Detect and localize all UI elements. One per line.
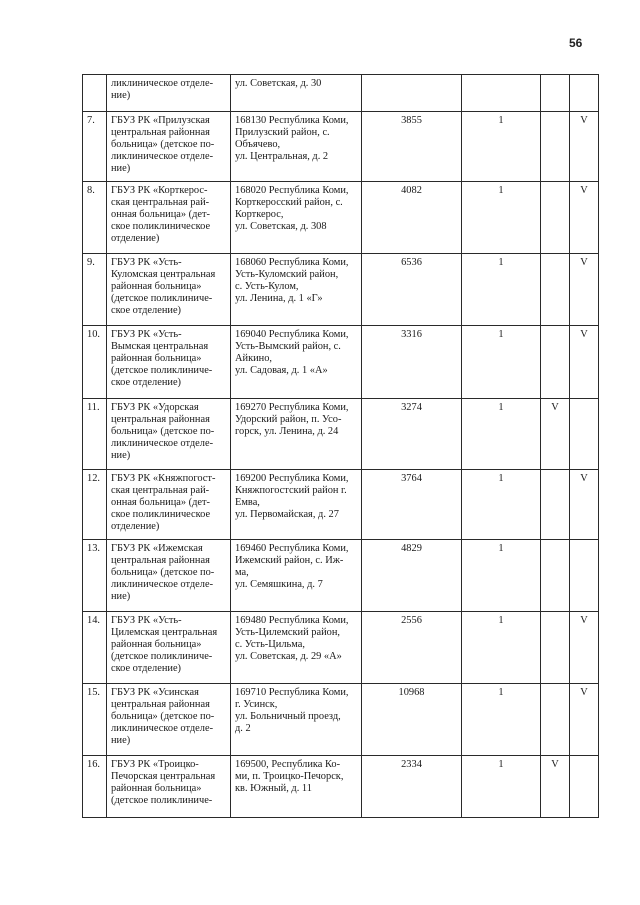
mark-cell-b [570, 756, 599, 818]
address-cell-line: 169500, Республика Ко- [235, 759, 341, 770]
address-cell-line: кв. Южный, д. 11 [235, 783, 312, 794]
row-number-cell: 11. [83, 399, 107, 470]
row-number-cell: 8. [83, 182, 107, 254]
address-cell-line: с. Усть-Кулом, [235, 281, 299, 292]
institution-name-cell-line: больница» (детское по- [111, 426, 215, 437]
quantity-cell [462, 75, 541, 112]
institution-name-cell-line: районная больница» [111, 783, 202, 794]
institution-name-cell-line: ликлиническое отделе- [111, 78, 214, 89]
table-row [83, 756, 599, 818]
mark-cell-a [541, 326, 570, 399]
institution-name-cell-line: ГБУЗ РК «Корткерос- [111, 185, 208, 196]
quantity-cell: 1 [462, 540, 541, 612]
institution-name-cell-line: ГБУЗ РК «Ижемская [111, 543, 203, 554]
institution-name-cell-line: (детское поликлиниче- [111, 795, 213, 806]
institution-name-cell-line: центральная районная [111, 414, 210, 425]
institution-name-cell-line: ГБУЗ РК «Троицко- [111, 759, 199, 770]
address-cell-line: г. Усинск, [235, 699, 278, 710]
institution-name-cell-line: ние) [111, 450, 131, 461]
area-cell: 2556 [362, 612, 462, 684]
address-cell-line: ми, п. Троицко-Печорск, [235, 771, 344, 782]
address-cell-line: ул. Больничный проезд, [235, 711, 341, 722]
institution-name-cell-line: ская центральная рай- [111, 197, 210, 208]
institution-name-cell-line: ГБУЗ РК «Усть- [111, 329, 182, 340]
address-cell [231, 399, 362, 470]
address-cell-line: 169480 Республика Коми, [235, 615, 349, 626]
institution-name-cell [107, 254, 231, 326]
institution-name-cell-line: отделение) [111, 521, 160, 532]
institution-name-cell-line: онная больница» (дет- [111, 209, 211, 220]
institution-name-cell [107, 399, 231, 470]
area-cell: 6536 [362, 254, 462, 326]
institution-name-cell [107, 540, 231, 612]
table-row [83, 470, 599, 540]
institution-name-cell-line: онная больница» (дет- [111, 497, 211, 508]
address-cell-line: горск, ул. Ленина, д. 24 [235, 426, 339, 437]
table-row [83, 612, 599, 684]
mark-cell-b: V [570, 112, 599, 182]
institution-name-cell-line: ское отделение) [111, 377, 182, 388]
institution-name-cell-line: ликлиническое отделе- [111, 579, 214, 590]
address-cell [231, 112, 362, 182]
mark-cell-b: V [570, 326, 599, 399]
institution-name-cell-line: больница» (детское по- [111, 711, 215, 722]
address-cell-line: Усть-Вымский район, с. [235, 341, 341, 352]
quantity-cell: 1 [462, 182, 541, 254]
row-number-cell: 16. [83, 756, 107, 818]
address-cell-line: Ижемский район, с. Иж- [235, 555, 344, 566]
institution-name-cell-line: Печорская центральная [111, 771, 216, 782]
address-cell-line: Прилузский район, с. [235, 127, 330, 138]
mark-cell-b [570, 75, 599, 112]
address-cell [231, 182, 362, 254]
row-number-cell: 12. [83, 470, 107, 540]
institution-name-cell-line: ние) [111, 735, 131, 746]
mark-cell-a [541, 684, 570, 756]
mark-cell-b: V [570, 470, 599, 540]
institution-name-cell-line: ликлиническое отделе- [111, 151, 214, 162]
table-row [83, 254, 599, 326]
institution-name-cell-line: центральная районная [111, 555, 210, 566]
table-row [83, 326, 599, 399]
address-cell-line: 168130 Республика Коми, [235, 115, 349, 126]
mark-cell-b: V [570, 612, 599, 684]
row-number-cell: 7. [83, 112, 107, 182]
institutions-table [82, 74, 599, 818]
address-cell [231, 75, 362, 112]
quantity-cell: 1 [462, 326, 541, 399]
row-number-cell: 13. [83, 540, 107, 612]
institution-name-cell-line: ское отделение) [111, 305, 182, 316]
address-cell-line: ул. Советская, д. 29 «А» [235, 651, 342, 662]
institution-name-cell-line: ние) [111, 591, 131, 602]
mark-cell-a [541, 470, 570, 540]
address-cell-line: 169040 Республика Коми, [235, 329, 349, 340]
area-cell [362, 75, 462, 112]
address-cell-line: ул. Первомайская, д. 27 [235, 509, 339, 520]
table-row [83, 75, 599, 112]
quantity-cell: 1 [462, 684, 541, 756]
institution-name-cell-line: ГБУЗ РК «Княжпогост- [111, 473, 216, 484]
quantity-cell: 1 [462, 756, 541, 818]
institution-name-cell-line: ское поликлиническое [111, 509, 211, 520]
quantity-cell: 1 [462, 470, 541, 540]
address-cell-line: 169270 Республика Коми, [235, 402, 349, 413]
institution-name-cell-line: ское отделение) [111, 663, 182, 674]
institution-name-cell-line: (детское поликлиниче- [111, 293, 213, 304]
institution-name-cell [107, 326, 231, 399]
institution-name-cell [107, 112, 231, 182]
institution-name-cell-line: ние) [111, 163, 131, 174]
row-number-cell [83, 75, 107, 112]
address-cell-line: д. 2 [235, 723, 251, 734]
table-row [83, 540, 599, 612]
mark-cell-a [541, 112, 570, 182]
area-cell: 10968 [362, 684, 462, 756]
institution-name-cell-line: ликлиническое отделе- [111, 438, 214, 449]
institution-name-cell-line: центральная районная [111, 127, 210, 138]
mark-cell-b: V [570, 254, 599, 326]
mark-cell-b: V [570, 684, 599, 756]
address-cell-line: Усть-Куломский район, [235, 269, 339, 280]
address-cell-line: Айкино, [235, 353, 273, 364]
institution-name-cell [107, 612, 231, 684]
row-number-cell: 14. [83, 612, 107, 684]
quantity-cell: 1 [462, 399, 541, 470]
address-cell [231, 612, 362, 684]
table-row [83, 182, 599, 254]
row-number-cell: 15. [83, 684, 107, 756]
area-cell: 3316 [362, 326, 462, 399]
institution-name-cell-line: ГБУЗ РК «Усинская [111, 687, 199, 698]
address-cell-line: Усть-Цилемский район, [235, 627, 340, 638]
institution-name-cell-line: ГБУЗ РК «Усть- [111, 257, 182, 268]
institution-name-cell-line: ГБУЗ РК «Удорская [111, 402, 199, 413]
address-cell-line: Удорский район, п. Усо- [235, 414, 342, 425]
institution-name-cell-line: районная больница» [111, 281, 202, 292]
institution-name-cell [107, 182, 231, 254]
mark-cell-b: V [570, 182, 599, 254]
address-cell-line: ул. Ленина, д. 1 «Г» [235, 293, 323, 304]
table-row [83, 399, 599, 470]
institution-name-cell-line: больница» (детское по- [111, 567, 215, 578]
mark-cell-a [541, 182, 570, 254]
address-cell-line: Емва, [235, 497, 260, 508]
institution-name-cell-line: районная больница» [111, 639, 202, 650]
address-cell-line: Объячево, [235, 139, 281, 150]
mark-cell-a [541, 612, 570, 684]
address-cell-line: 168060 Республика Коми, [235, 257, 349, 268]
institution-name-cell-line: Цилемская центральная [111, 627, 218, 638]
address-cell-line: 169710 Республика Коми, [235, 687, 349, 698]
area-cell: 2334 [362, 756, 462, 818]
institution-name-cell [107, 75, 231, 112]
row-number-cell: 10. [83, 326, 107, 399]
area-cell: 4082 [362, 182, 462, 254]
mark-cell-b [570, 540, 599, 612]
institution-name-cell-line: ская центральная рай- [111, 485, 210, 496]
quantity-cell: 1 [462, 254, 541, 326]
institution-name-cell [107, 684, 231, 756]
table-body [83, 75, 599, 818]
institution-name-cell-line: центральная районная [111, 699, 210, 710]
institution-name-cell-line: ние) [111, 90, 131, 101]
institution-name-cell-line: (детское поликлиниче- [111, 651, 213, 662]
institution-name-cell-line: Вымская центральная [111, 341, 209, 352]
institution-name-cell-line: отделение) [111, 233, 160, 244]
mark-cell-b [570, 399, 599, 470]
address-cell [231, 756, 362, 818]
address-cell-line: Корткерос, [235, 209, 284, 220]
table-row [83, 112, 599, 182]
area-cell: 3855 [362, 112, 462, 182]
address-cell-line: с. Усть-Цильма, [235, 639, 305, 650]
address-cell-line: Корткеросский район, с. [235, 197, 343, 208]
address-cell-line: ул. Центральная, д. 2 [235, 151, 329, 162]
row-number-cell: 9. [83, 254, 107, 326]
address-cell [231, 540, 362, 612]
table-row [83, 684, 599, 756]
area-cell: 3274 [362, 399, 462, 470]
address-cell-line: ул. Семяшкина, д. 7 [235, 579, 323, 590]
institution-name-cell-line: ское поликлиническое [111, 221, 211, 232]
address-cell-line: ул. Советская, д. 30 [235, 78, 322, 89]
mark-cell-a: V [541, 756, 570, 818]
institution-name-cell-line: районная больница» [111, 353, 202, 364]
institution-name-cell-line: ГБУЗ РК «Прилузская [111, 115, 210, 126]
address-cell-line: 169200 Республика Коми, [235, 473, 349, 484]
mark-cell-a: V [541, 399, 570, 470]
institution-name-cell-line: больница» (детское по- [111, 139, 215, 150]
address-cell [231, 470, 362, 540]
address-cell-line: ул. Советская, д. 308 [235, 221, 327, 232]
page-number: 56 [569, 36, 583, 50]
quantity-cell: 1 [462, 612, 541, 684]
address-cell-line: Княжпогостский район г. [235, 485, 347, 496]
mark-cell-a [541, 75, 570, 112]
institution-name-cell-line: ГБУЗ РК «Усть- [111, 615, 182, 626]
address-cell [231, 326, 362, 399]
address-cell-line: 169460 Республика Коми, [235, 543, 349, 554]
area-cell: 3764 [362, 470, 462, 540]
address-cell-line: 168020 Республика Коми, [235, 185, 349, 196]
area-cell: 4829 [362, 540, 462, 612]
institution-name-cell-line: ликлиническое отделе- [111, 723, 214, 734]
quantity-cell: 1 [462, 112, 541, 182]
address-cell-line: ул. Садовая, д. 1 «А» [235, 365, 328, 376]
mark-cell-a [541, 254, 570, 326]
address-cell [231, 254, 362, 326]
institution-name-cell-line: Куломская центральная [111, 269, 216, 280]
institution-name-cell [107, 470, 231, 540]
mark-cell-a [541, 540, 570, 612]
institution-name-cell [107, 756, 231, 818]
institution-name-cell-line: (детское поликлиниче- [111, 365, 213, 376]
address-cell [231, 684, 362, 756]
address-cell-line: ма, [235, 567, 249, 578]
